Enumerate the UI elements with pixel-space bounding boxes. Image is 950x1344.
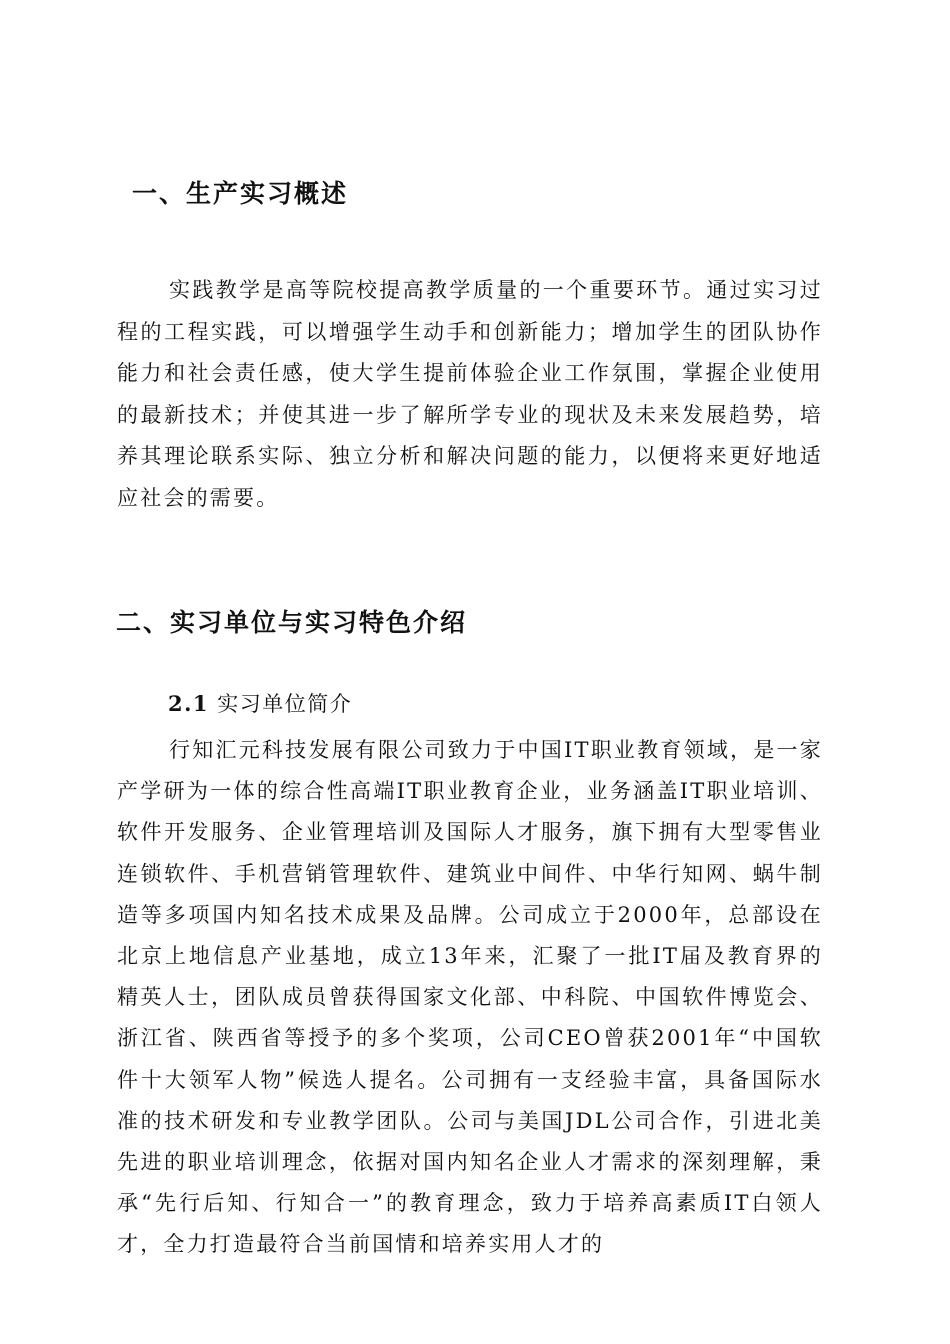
subsection-number: 2.1 (168, 691, 210, 716)
section-heading-unit: 二、实习单位与实习特色介绍 (116, 608, 468, 637)
company-intro-paragraph: 行知汇元科技发展有限公司致力于中国IT职业教育领域，是一家产学研为一体的综合性高端IT职业教育企业，业务涵盖IT职业培训、软件开发服务、企业管理培训及国际人才服务，旗下拥有大型零售业连锁软件、手机营销管理软件、建筑业中间件、中华行知网、蜗牛制造等多项国内知名技术成果及品牌。公司成立于2000年，总部设在北京上地信息产业基地，成立13年来，汇聚了一批IT届及教育界的精英人士，团队成员曾获得国家文化部、中科院、中国软件博览会、浙江省、陕西省等授予的多个奖项，公司CEO曾获2001年“中国软件十大领军人物”候选人提名。公司拥有一支经验丰富，具备国际水准的技术研发和专业教学团队。公司与美国JDL公司合作，引进北美先进的职业培训理念，依据对国内知名企业人才需求的深刻理解，秉承“先行后知、行知合一”的教育理念，致力于培养高素质IT白领人才，全力打造最符合当前国情和培养实用人才的 (117, 738, 823, 1257)
subsection-heading (168, 688, 352, 718)
section-heading-overview: 一、生产实习概述 (132, 179, 349, 208)
subsection-title: 实习单位简介 (217, 692, 353, 716)
overview-paragraph: 实践教学是高等院校提高教学质量的一个重要环节。通过实习过程的工程实践，可以增强学生动手和创新能力；增加学生的团队协作能力和社会责任感，使大学生提前体验企业工作氛围，掌握企业使用的最新技术；并使其进一步了解所学专业的现状及未来发展趋势，培养其理论联系实际、独立分析和解决问题的能力，以便将来更好地适应社会的需要。 (117, 278, 823, 510)
